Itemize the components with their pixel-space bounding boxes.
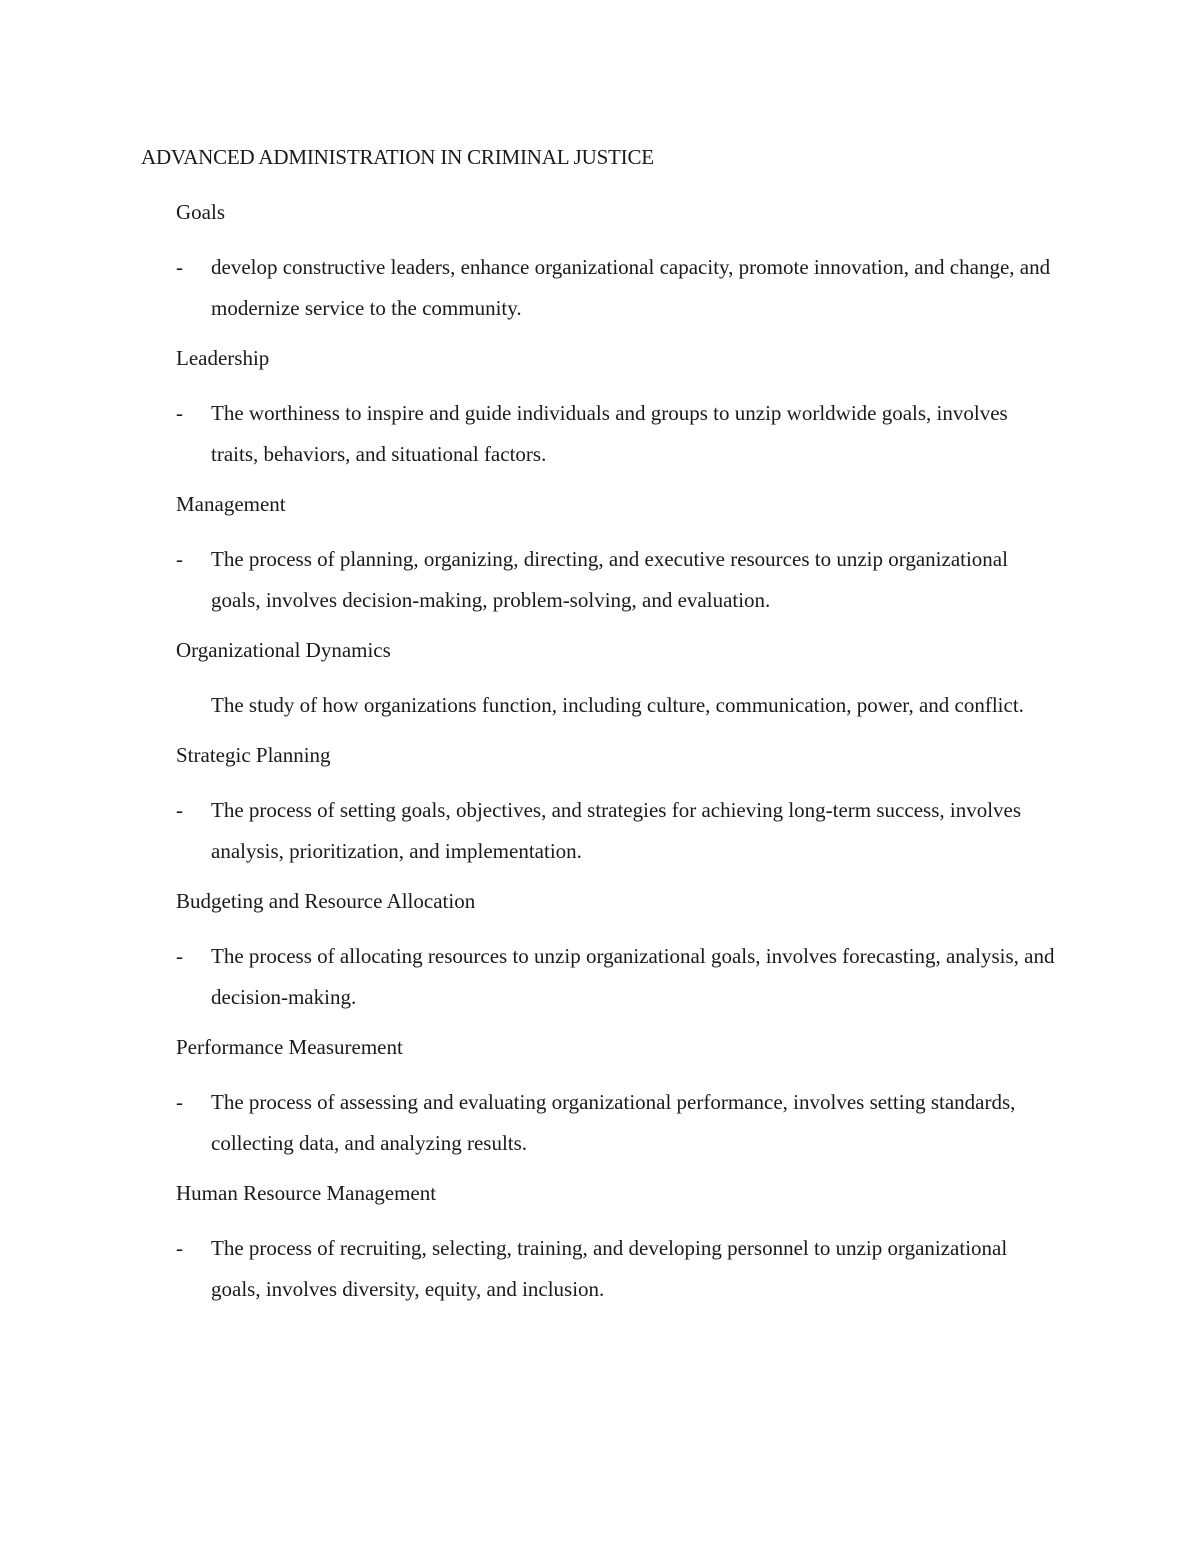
section-heading: Management: [176, 492, 286, 516]
section-strategic-planning: [176, 741, 1056, 872]
section-item: [176, 936, 1056, 1018]
bullet-dash: -: [176, 798, 183, 822]
section-budgeting: [176, 887, 1056, 1018]
section-item: [176, 247, 1056, 329]
section-human-resource-management: [176, 1179, 1056, 1310]
section-management: [176, 490, 1056, 621]
section-heading: Leadership: [176, 346, 270, 370]
bullet-dash: -: [176, 1090, 183, 1114]
section-item: [176, 790, 1056, 872]
section-heading: Performance Measurement: [176, 1035, 403, 1059]
section-text: The worthiness to inspire and guide individuals and groups to unzip worldwide goals, involves traits, behaviors, and situational factors.: [211, 401, 1008, 466]
section-leadership: [176, 344, 1056, 475]
section-text: The process of allocating resources to unzip organizational goals, involves forecasting, analysis, and decision-making.: [211, 944, 1055, 1009]
section-goals: [176, 198, 1056, 329]
section-organizational-dynamics: [176, 636, 1056, 726]
section-heading: Strategic Planning: [176, 743, 331, 767]
section-performance-measurement: [176, 1033, 1056, 1164]
section-item: [176, 539, 1056, 621]
section-item: [176, 1228, 1056, 1310]
section-text: The study of how organizations function, including culture, communication, power, and conflict.: [211, 693, 1024, 717]
bullet-dash: -: [176, 944, 183, 968]
document-title: ADVANCED ADMINISTRATION IN CRIMINAL JUSTICE: [141, 145, 654, 169]
section-item: [176, 1082, 1056, 1164]
section-heading: Budgeting and Resource Allocation: [176, 889, 476, 913]
section-text: The process of planning, organizing, directing, and executive resources to unzip organizational goals, involves decision-making, problem-solving, and evaluation.: [211, 547, 1008, 612]
section-text: develop constructive leaders, enhance organizational capacity, promote innovation, and change, and modernize service to the community.: [211, 255, 1051, 320]
section-text: The process of setting goals, objectives, and strategies for achieving long-term success, involves analysis, prioritization, and implementation.: [211, 798, 1022, 863]
section-text: The process of recruiting, selecting, training, and developing personnel to unzip organizational goals, involves diversity, equity, and inclusion.: [211, 1236, 1008, 1301]
document-sections: [176, 198, 1056, 1325]
section-heading: Goals: [176, 200, 225, 224]
bullet-dash: -: [176, 547, 183, 571]
section-item: [176, 393, 1056, 475]
section-item: [176, 685, 1056, 726]
section-text: The process of assessing and evaluating organizational performance, involves setting standards, collecting data, and analyzing results.: [211, 1090, 1016, 1155]
bullet-dash: -: [176, 255, 183, 279]
bullet-dash: -: [176, 401, 183, 425]
section-heading: Human Resource Management: [176, 1181, 437, 1205]
bullet-dash: -: [176, 1236, 183, 1260]
section-heading: Organizational Dynamics: [176, 638, 391, 662]
